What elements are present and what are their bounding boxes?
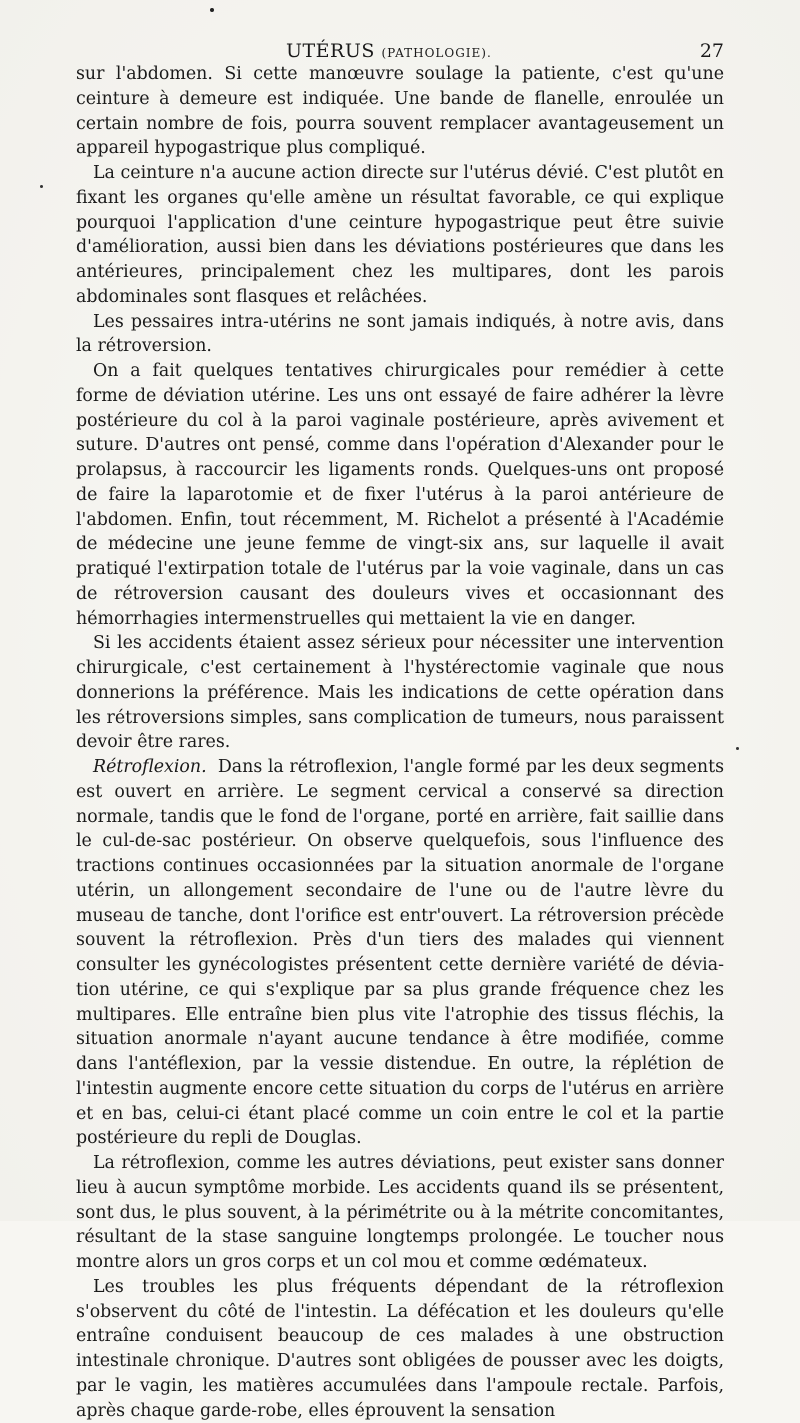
- body-text: [76, 62, 724, 1423]
- running-head: [76, 0, 724, 62]
- paragraph-text: Dans la rétroflexion, l'angle formé par les deux segments est ouvert en arrière. Le segment cervical a conservé sa direction normale, tandis que le fond de l'organe, porté en arrière, fait saillie dans le cul-de-sac postérieur. On observe quelquefois, sous l'influence des tractions continues occasionnées par la situation anormale de l'organe utérin, un allongement secondaire de l'une ou de l'autre lèvre du museau de tanche, dont l'orifice est entr'ouvert. La rétroversion précède souvent la rétroflexion. Près d'un tiers des malades qui viennent consulter les gynécologistes présentent cette dernière variété de déviation utérine, ce qui s'explique par sa plus grande fréquence chez les multipares. Elle entraîne bien plus vite l'atrophie des tissus fléchis, la situation anormale n'ayant aucune tendance à être modifiée, comme dans l'antéflexion, par la vessie distendue. En outre, la réplétion de l'intestin augmente encore cette situation du corps de l'utérus en arrière et en bas, celui-ci étant placé comme un coin entre le col et la partie postérieure du repli de Douglas.: [76, 757, 724, 1149]
- paragraph: Si les accidents étaient assez sérieux pour nécessiter une intervention chirurgicale, c'est certainement à l'hystérectomie vaginale que nous donnerions la préférence. Mais les indications de cette opération dans les rétroversions simples, sans complication de tumeurs, nous paraissent devoir être rares.: [76, 633, 724, 753]
- paragraph-continued: sur l'abdomen. Si cette manœuvre soulage la patiente, c'est qu'une ceinture à demeure est indiquée. Une bande de flanelle, enroulée un certain nombre de fois, pourra souvent remplacer avantageusement un appareil hypogastrique plus compliqué.: [76, 64, 724, 159]
- running-title-main: UTÉRUS: [286, 40, 375, 62]
- margin-mark: [40, 185, 43, 188]
- paragraph: On a fait quelques tentatives chirurgicales pour remédier à cette forme de déviation utérine. Les uns ont essayé de faire adhérer la lèvre postérieure du col à la paroi vaginale postérieure, après avivement et suture. D'autres ont pensé, comme dans l'opération d'Alexander pour le prolapsus, à raccourcir les ligaments ronds. Quelques-uns ont proposé de faire la laparotomie et de fixer l'utérus à la paroi antérieure de l'abdomen. Enfin, tout récemment, M. Richelot a présenté à l'Académie de médecine une jeune femme de vingt-six ans, sur laquelle il avait pratiqué l'extirpation totale de l'utérus par la voie vaginale, dans un cas de rétroversion causant des douleurs vives et occasionnant des hémorrhagies intermenstruelles qui mettaient la vie en danger.: [76, 361, 724, 629]
- running-title-sub: (PATHOLOGIE).: [381, 46, 492, 60]
- paragraph-retroflexion: [76, 755, 724, 1151]
- section-heading-retroflexion: Rétroflexion.: [93, 757, 207, 777]
- paragraph: Les troubles les plus fréquents dépendant de la rétroflexion s'observent du côté de l'intestin. La défécation et les douleurs qu'elle entraîne conduisent beaucoup de ces malades à une obstruction intestinale chronique. D'autres sont obligées de pousser avec les doigts, par le vagin, les matières accumulées dans l'ampoule rectale. Parfois, après chaque garde-robe, elles éprouvent la sensation: [76, 1276, 724, 1421]
- paragraph: Les pessaires intra-utérins ne sont jamais indiqués, à notre avis, dans la rétroversion.: [76, 311, 724, 357]
- running-title: [286, 40, 492, 62]
- margin-mark: [736, 747, 739, 750]
- page-number: 27: [699, 40, 724, 62]
- paragraph: La ceinture n'a aucune action directe sur l'utérus dévié. C'est plutôt en fixant les organes qu'elle amène un résultat favorable, ce qui explique pourquoi l'application d'une ceinture hypogastrique peut être suivie d'amélioration, aussi bien dans les déviations postérieures que dans les antérieures, principalement chez les multipares, dont les parois abdominales sont flasques et relâchées.: [76, 163, 724, 307]
- paragraph: La rétroflexion, comme les autres déviations, peut exister sans donner lieu à aucun symptôme morbide. Les accidents quand ils se présentent, sont dus, le plus souvent, à la périmétrite ou à la métrite concomitantes, résultant de la stase sanguine longtemps prolongée. Le toucher nous montre alors un gros corps et un col mou et comme œdémateux.: [76, 1153, 724, 1272]
